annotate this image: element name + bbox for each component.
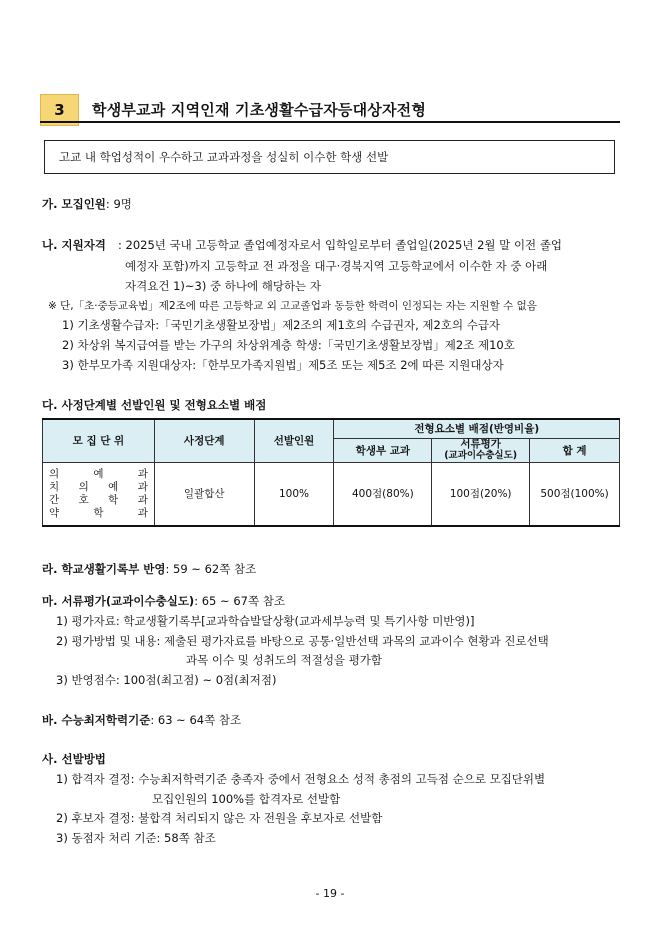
unit-dentistry: 치 의 예 과 <box>49 480 148 493</box>
header-doc-sub: (교과이수충실도) <box>444 450 518 461</box>
header-total: 합 계 <box>530 438 620 462</box>
summary-box <box>44 140 615 174</box>
header-record: 학생부 교과 <box>334 438 432 462</box>
recruit-value: : 9명 <box>105 197 132 211</box>
score-table <box>42 418 620 527</box>
qualification-item-1: 1) 기초생활수급자:「국민기초생활보장법」제2조의 제1호의 수급권자, 제2호의 수급자 <box>62 318 501 332</box>
header-doc-title: 서류평가 <box>460 438 501 450</box>
allocation-label: 다. 사정단계별 선발인원 및 전형요소별 배점 <box>42 398 267 412</box>
cell-record: 400점(80%) <box>334 462 432 526</box>
selection-item-1: 1) 합격자 결정: 수능최저학력기준 충족자 중에서 전형요소 성적 총점의 고득점 순으로 모집단위별 <box>56 772 546 786</box>
doc-eval-item-1: 1) 평가자료: 학교생활기록부[교과학습발달상황(교과세부능력 및 특기사항 미반영)] <box>56 614 475 628</box>
cell-stage: 일괄합산 <box>154 462 254 526</box>
record-reflect-label: 라. 학교생활기록부 반영 <box>42 562 166 576</box>
doc-eval-label: 마. 서류평가(교과이수충실도) <box>42 594 195 608</box>
qualification-line-3: 자격요건 1)~3) 중 하나에 해당하는 자 <box>125 279 321 293</box>
header-stage: 사정단계 <box>154 419 254 462</box>
record-reflect-line <box>42 561 256 577</box>
section-title: 학생부교과 지역인재 기초생활수급자등대상자전형 <box>92 101 427 119</box>
qualification-note: ※ 단,「초·중등교육법」제2조에 따른 고등학교 외 고교졸업과 동등한 학력이 인정되는 자는 지원할 수 없음 <box>48 300 537 312</box>
page-number: - 19 - <box>315 887 345 900</box>
qualification-item-2: 2) 차상위 복지급여를 받는 가구의 차상위계층 학생:「국민기초생활보장법」제2조 제10호 <box>62 338 515 352</box>
section-number-badge: 3 <box>40 94 79 126</box>
qualification-label: 나. 지원자격 <box>42 238 106 252</box>
csat-value: : 63 ~ 64쪽 참조 <box>150 713 242 727</box>
unit-medicine: 의 예 과 <box>49 467 148 480</box>
selection-item-1-cont: 모집인원의 100%를 합격자로 선발함 <box>152 792 341 806</box>
title-underline <box>40 121 620 123</box>
unit-pharmacy: 약 학 과 <box>49 506 148 519</box>
unit-list <box>43 462 155 526</box>
doc-eval-item-3: 3) 반영점수: 100점(최고점) ~ 0점(최저점) <box>56 673 277 687</box>
qualification-item-3: 3) 한부모가족 지원대상자:「한부모가족지원법」제5조 또는 제5조 2에 따른 지원대상자 <box>62 358 504 372</box>
cell-doc: 100점(20%) <box>432 462 530 526</box>
selection-item-3: 3) 동점자 처리 기준: 58쪽 참조 <box>56 831 216 845</box>
record-reflect-value: : 59 ~ 62쪽 참조 <box>165 562 257 576</box>
recruit-label: 가. 모집인원 <box>42 197 106 211</box>
doc-eval-line <box>42 593 285 609</box>
qualification-line-1: : 2025년 국내 고등학교 졸업예정자로서 입학일로부터 졸업일(2025년 2월 말 이전 졸업 <box>118 238 563 252</box>
cell-ratio: 100% <box>254 462 334 526</box>
header-doc <box>432 438 530 462</box>
recruit-line <box>42 196 132 212</box>
table-row <box>43 462 620 526</box>
unit-nursing: 간 호 학 과 <box>49 493 148 506</box>
header-ratio: 선발인원 <box>254 419 334 462</box>
csat-label: 바. 수능최저학력기준 <box>42 713 151 727</box>
selection-label: 사. 선발방법 <box>42 752 106 766</box>
header-group: 전형요소별 배점(반영비율) <box>334 419 620 438</box>
summary-text: 고교 내 학업성적이 우수하고 교과과정을 성실히 이수한 학생 선발 <box>59 150 389 164</box>
doc-eval-item-2: 2) 평가방법 및 내용: 제출된 평가자료를 바탕으로 공통·일반선택 과목의 교과이수 현황과 진로선택 <box>56 634 549 648</box>
qualification-line-2: 예정자 포함)까지 고등학교 전 과정을 대구·경북지역 고등학교에서 이수한 자 중 아래 <box>125 259 548 273</box>
doc-eval-value: : 65 ~ 67쪽 참조 <box>194 594 285 608</box>
csat-line <box>42 712 241 728</box>
doc-eval-item-2-cont: 과목 이수 및 성취도의 적절성을 평가함 <box>186 653 383 667</box>
cell-total: 500점(100%) <box>530 462 620 526</box>
header-unit: 모 집 단 위 <box>43 419 155 462</box>
selection-item-2: 2) 후보자 결정: 불합격 처리되지 않은 자 전원을 후보자로 선발함 <box>56 811 383 825</box>
